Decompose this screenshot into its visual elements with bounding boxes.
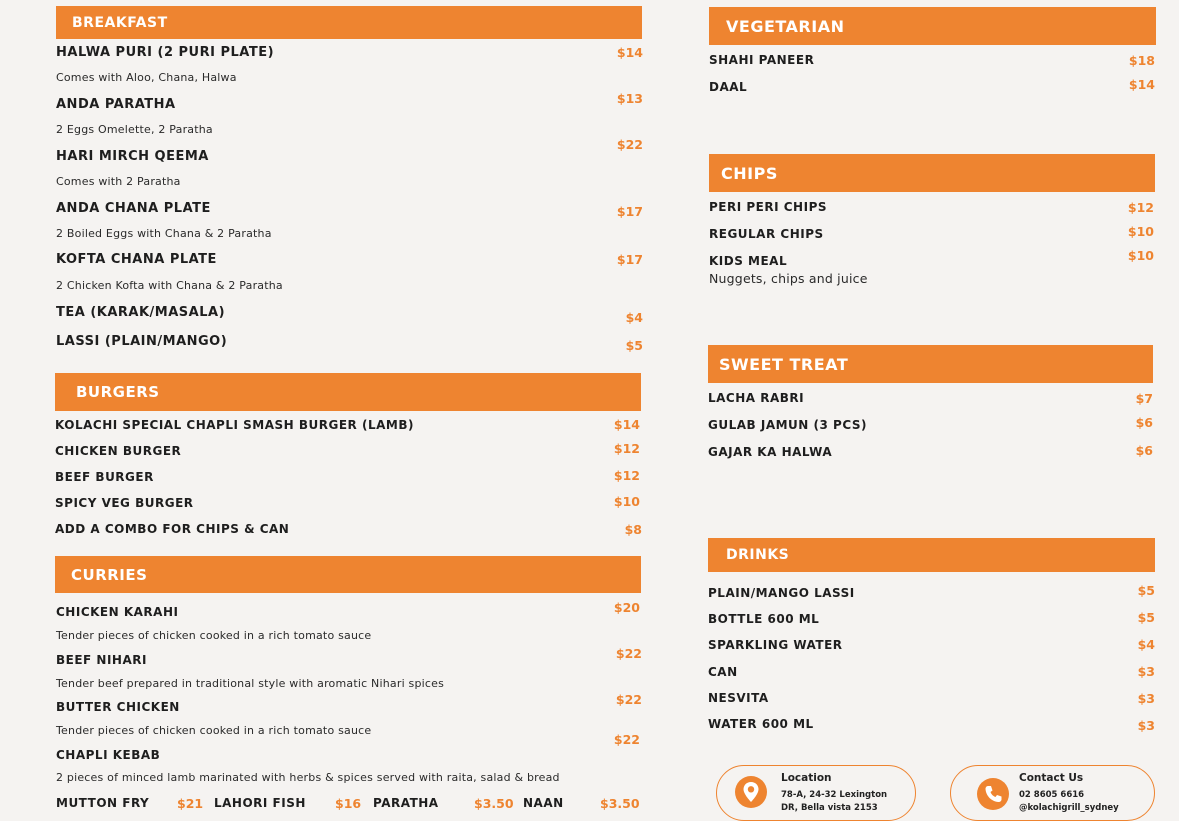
menu-item-name: SHAHI PANEER: [709, 53, 815, 67]
menu-item-price: $3: [1137, 664, 1155, 679]
menu-item-name: DAAL: [709, 80, 748, 94]
menu-item-name: KOLACHI SPECIAL CHAPLI SMASH BURGER (LAMB): [55, 418, 414, 432]
contact-phone: 02 8605 6616: [1019, 790, 1085, 800]
menu-item-name: GAJAR KA HALWA: [708, 445, 833, 459]
menu-item-price: $20: [613, 600, 640, 615]
contact-title: Contact Us: [1019, 772, 1084, 784]
menu-item-price: $6: [1135, 443, 1153, 458]
menu-item-price: $18: [1128, 53, 1155, 68]
menu-item-name: LAHORI FISH: [214, 796, 306, 810]
menu-item-name: ANDA PARATHA: [56, 97, 176, 112]
breakfast-header: [56, 6, 642, 39]
location-line1: 78-A, 24-32 Lexington: [781, 790, 888, 800]
menu-item-desc: Tender pieces of chicken cooked in a rich tomato sauce: [56, 629, 372, 642]
menu-item-name: NAAN: [523, 796, 564, 810]
menu-item-name: HALWA PURI (2 PURI PLATE): [56, 45, 275, 60]
menu-item-name: CHICKEN BURGER: [55, 444, 182, 458]
menu-item-desc: 2 Boiled Eggs with Chana & 2 Paratha: [56, 227, 272, 240]
menu-item-name: SPICY VEG BURGER: [55, 496, 194, 510]
menu-item-price: $10: [613, 494, 640, 509]
menu-item-desc: Comes with Aloo, Chana, Halwa: [56, 71, 237, 84]
breakfast-title: BREAKFAST: [72, 14, 168, 31]
sweet-header: [708, 345, 1153, 383]
burgers-title: BURGERS: [76, 383, 160, 401]
menu-item-name: KIDS MEAL: [709, 254, 788, 268]
menu-item-name: BEEF NIHARI: [56, 653, 147, 667]
menu-item-name: LACHA RABRI: [708, 391, 805, 405]
drinks-header: [708, 538, 1155, 572]
menu-item-name: PLAIN/MANGO LASSI: [708, 586, 855, 600]
location-title: Location: [781, 772, 832, 784]
menu-item-price: $3.50: [474, 796, 514, 811]
menu-item-price: $17: [616, 204, 643, 219]
menu-item-price: $22: [616, 137, 643, 152]
menu-item-price: $14: [1128, 77, 1155, 92]
menu-item-desc: 2 Eggs Omelette, 2 Paratha: [56, 123, 213, 136]
menu-item-price: $4: [625, 310, 643, 325]
curries-title: CURRIES: [71, 565, 148, 584]
menu-item-name: CHAPLI KEBAB: [56, 748, 161, 762]
menu-item-name: KOFTA CHANA PLATE: [56, 252, 217, 267]
menu-item-price: $5: [625, 338, 643, 353]
menu-item-name: HARI MIRCH QEEMA: [56, 149, 209, 164]
menu-item-name: PARATHA: [373, 796, 439, 810]
menu-item-price: $3: [1137, 718, 1155, 733]
menu-item-price: $22: [615, 646, 642, 661]
contact-card[interactable]: [950, 765, 1155, 821]
contact-handle: @kolachigrill_sydney: [1019, 803, 1119, 813]
menu-item-name: ADD A COMBO FOR CHIPS & CAN: [55, 522, 290, 536]
menu-item-price: $5: [1137, 583, 1155, 598]
location-pin-icon: [735, 776, 767, 808]
menu-item-price: $10: [1127, 224, 1154, 239]
menu-item-desc: Tender beef prepared in traditional style with aromatic Nihari spices: [56, 677, 445, 690]
menu-item-name: ANDA CHANA PLATE: [56, 201, 211, 216]
burgers-header: [55, 373, 641, 411]
menu-item-desc: Nuggets, chips and juice: [709, 271, 868, 286]
menu-item-name: SPARKLING WATER: [708, 638, 843, 652]
menu-item-name: TEA (KARAK/MASALA): [56, 305, 226, 320]
sweet-title: SWEET TREAT: [719, 354, 849, 374]
menu-item-name: BEEF BURGER: [55, 470, 154, 484]
location-line2: DR, Bella vista 2153: [781, 803, 878, 813]
location-card[interactable]: [716, 765, 916, 821]
menu-item-name: WATER 600 ML: [708, 717, 814, 731]
menu-item-desc: Comes with 2 Paratha: [56, 175, 181, 188]
menu-item-price: $14: [613, 417, 640, 432]
menu-item-price: $16: [335, 796, 362, 811]
menu-item-name: PERI PERI CHIPS: [709, 200, 828, 214]
drinks-title: DRINKS: [726, 547, 790, 563]
menu-item-price: $13: [616, 91, 643, 106]
curries-header: [55, 556, 641, 593]
menu-item-name: GULAB JAMUN (3 PCS): [708, 418, 867, 432]
menu-item-desc: Tender pieces of chicken cooked in a rich tomato sauce: [56, 724, 372, 737]
menu-item-price: $12: [1127, 200, 1154, 215]
chips-header: [709, 154, 1155, 192]
menu-item-price: $22: [613, 732, 640, 747]
menu-item-desc: 2 pieces of minced lamb marinated with herbs & spices served with raita, salad & bread: [56, 771, 560, 784]
menu-item-price: $6: [1135, 415, 1153, 430]
menu-item-price: $3: [1137, 691, 1155, 706]
vegetarian-header: [709, 7, 1156, 45]
menu-item-name: CHICKEN KARAHI: [56, 605, 179, 619]
menu-item-price: $12: [613, 468, 640, 483]
menu-item-price: $12: [613, 441, 640, 456]
menu-item-price: $14: [616, 45, 643, 60]
vegetarian-title: VEGETARIAN: [726, 16, 845, 36]
menu-item-name: LASSI (PLAIN/MANGO): [56, 334, 228, 349]
menu-item-price: $21: [177, 796, 204, 811]
menu-item-name: MUTTON FRY: [56, 796, 150, 810]
menu-item-price: $17: [616, 252, 643, 267]
menu-item-price: $22: [615, 692, 642, 707]
menu-item-name: CAN: [708, 665, 738, 679]
menu-item-desc: 2 Chicken Kofta with Chana & 2 Paratha: [56, 279, 283, 292]
phone-icon: [977, 778, 1009, 810]
menu-item-price: $4: [1137, 637, 1155, 652]
menu-item-name: REGULAR CHIPS: [709, 227, 824, 241]
menu-item-price: $5: [1137, 610, 1155, 625]
menu-item-price: $3.50: [600, 796, 640, 811]
chips-title: CHIPS: [721, 163, 778, 183]
menu-item-price: $10: [1127, 248, 1154, 263]
menu-item-name: BUTTER CHICKEN: [56, 700, 180, 714]
menu-item-name: BOTTLE 600 ML: [708, 612, 820, 626]
menu-item-price: $7: [1135, 391, 1153, 406]
menu-item-name: NESVITA: [708, 691, 769, 705]
menu-item-price: $8: [624, 522, 642, 537]
